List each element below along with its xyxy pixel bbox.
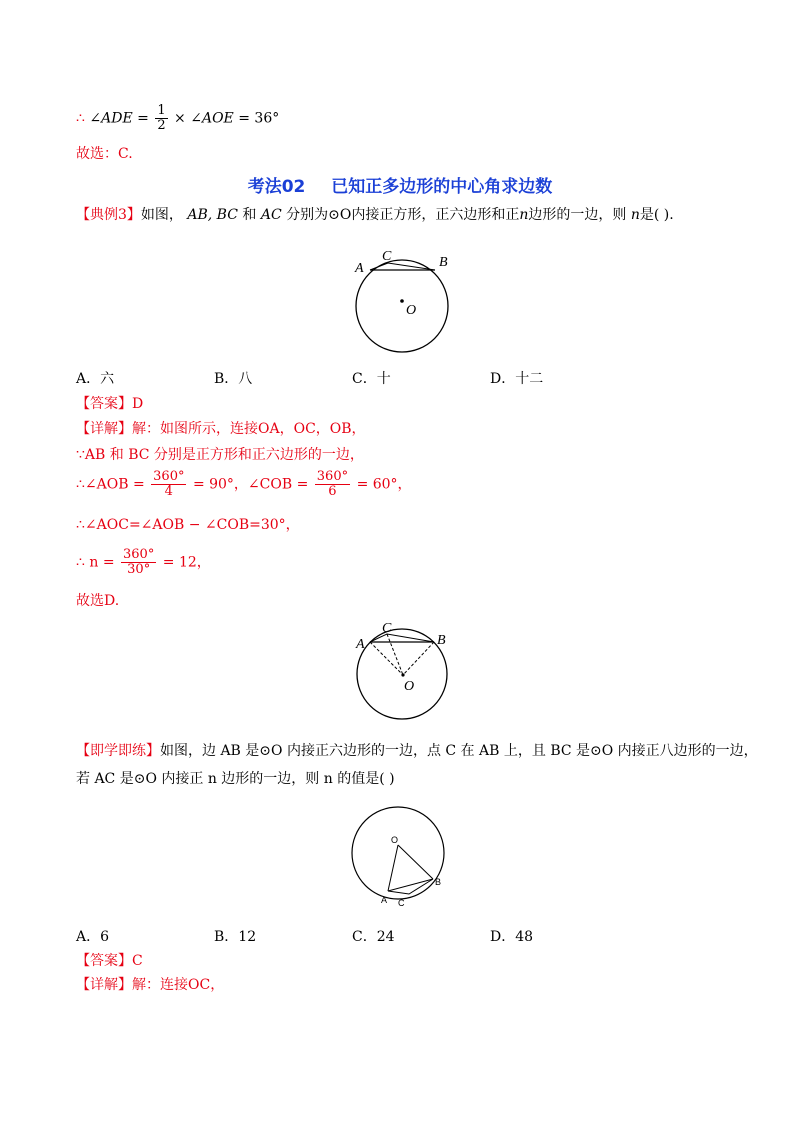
option-c: C．24 [352, 929, 395, 945]
frac-aob [151, 470, 186, 499]
q-text-end: 边形的一边，则 [528, 207, 627, 223]
answer-2 [76, 952, 143, 970]
figure-circle-3 [344, 800, 454, 910]
q-text-mid: 分别为⊙O内接正方形，正六边形和正 [286, 207, 520, 223]
cob-result: = 60°， [356, 476, 412, 493]
detail-line-5 [76, 548, 211, 577]
example-tag: 【典例3】 [76, 207, 141, 223]
option-c: C．十 [352, 371, 391, 387]
detail-line-6: 故选D. [76, 593, 120, 609]
detail-tag: 【详解】 [76, 977, 132, 993]
aob-label: ∴∠AOB = [76, 476, 145, 493]
answer-1 [76, 395, 143, 413]
detail-tag: 【详解】 [76, 421, 132, 437]
practice-line-2: 若 AC 是⊙O 内接正 n 边形的一边，则 n 的值是( ) [76, 771, 395, 787]
n-result: = 12， [162, 554, 211, 571]
detail-text-1: 解：如图所示，连接OA，OC，OB， [132, 421, 366, 437]
detail-line-1 [76, 420, 366, 438]
option-d: D．十二 [490, 371, 544, 387]
q-n: n [519, 207, 529, 223]
q-ab-bc: AB, BC [187, 207, 238, 223]
frac-aob-num: 360° [153, 469, 185, 484]
fig3-label-c: C [398, 898, 405, 908]
example-question [76, 206, 674, 224]
detail-line-3 [76, 470, 412, 499]
fig3-label-a: A [381, 895, 388, 905]
section-heading [0, 172, 800, 197]
frac-n-num: 360° [123, 547, 155, 562]
angle-ade: ∠ADE [89, 110, 133, 127]
frac-den: 2 [157, 118, 166, 133]
fig2-label-o: O [404, 679, 415, 694]
times: × [174, 110, 186, 127]
frac-n-den: 30° [127, 562, 151, 577]
prev-equation [76, 104, 279, 133]
therefore-symbol: ∴ [76, 110, 85, 127]
option-a: A．6 [76, 929, 110, 945]
frac-n [121, 548, 156, 577]
angle-aoe: ∠AOE [190, 110, 234, 127]
figure-circle-2 [342, 618, 462, 728]
fig2-label-a: A [356, 637, 365, 652]
practice-line-1 [76, 742, 758, 760]
answer-value: C [132, 953, 143, 969]
detail-line-4: ∴∠AOC=∠AOB − ∠COB=30°， [76, 517, 300, 533]
practice-tag: 【即学即练】 [76, 743, 160, 759]
option-d: D．48 [490, 929, 534, 945]
answer-tag: 【答案】 [76, 396, 132, 412]
fig1-label-a: A [355, 261, 364, 276]
detail-2 [76, 976, 224, 994]
cob-label: = 90°，∠COB = [192, 476, 309, 493]
q-question: 是( ). [639, 207, 674, 223]
detail-text: 解：连接OC， [132, 977, 225, 993]
frac-cob [315, 470, 350, 499]
frac-aob-den: 4 [164, 484, 173, 499]
prev-answer: 故选：C. [76, 146, 133, 162]
section-title: 已知正多边形的中心角求边数 [331, 177, 553, 197]
equals: = [137, 110, 149, 127]
q-and: 和 [242, 207, 257, 223]
n-label: ∴ n = [76, 554, 115, 571]
figure-circle-1 [342, 248, 462, 368]
answer-tag: 【答案】 [76, 953, 132, 969]
q-text-1: 如图， [140, 207, 183, 223]
practice-text-1: 如图，边 AB 是⊙O 内接正六边形的一边，点 C 在 AB 上，且 BC 是⊙O 内接正八边形的一边， [160, 743, 758, 759]
frac-cob-num: 360° [316, 469, 349, 484]
fig1-label-o: O [406, 303, 417, 318]
q-n2: n [630, 207, 640, 223]
fig3-label-b: B [435, 877, 442, 887]
fraction-half [155, 104, 167, 133]
fig1-label-b: B [439, 255, 448, 270]
fig2-label-b: B [437, 633, 446, 648]
option-b: B．12 [214, 929, 257, 945]
fig1-label-c: C [382, 249, 392, 264]
answer-value: D [132, 396, 144, 412]
frac-cob-den: 6 [328, 484, 337, 499]
detail-line-2: ∵AB 和 BC 分别是正方形和正六边形的一边， [76, 447, 364, 463]
fig2-label-c: C [382, 621, 392, 636]
frac-num: 1 [157, 103, 166, 118]
q-ac: AC [260, 207, 282, 223]
option-b: B．八 [214, 371, 253, 387]
section-label: 考法02 [247, 177, 306, 197]
fig3-label-o: O [391, 835, 399, 845]
result: = 36° [238, 110, 280, 127]
option-a: A．六 [76, 371, 115, 387]
